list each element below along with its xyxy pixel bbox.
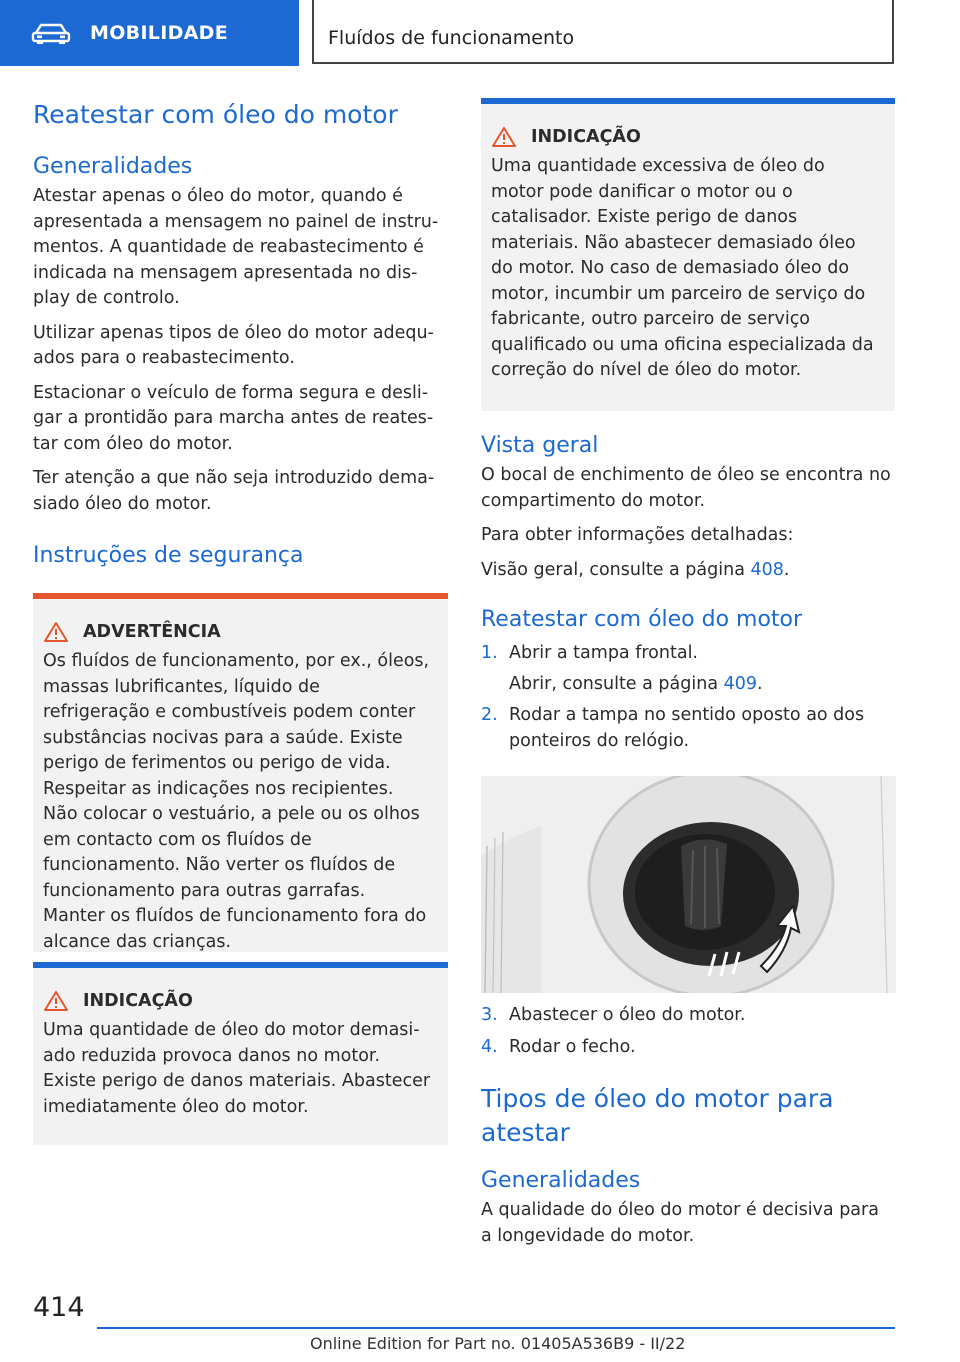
section-tab (0, 0, 299, 66)
list-item-sub: Abrir, consulte a página 409. (509, 673, 763, 694)
notice-text: Uma quantidade excessiva de óleo do motor pode danificar o motor ou o catalisador. Existe perigo de danos materiais. Não abastecer demasiado óleo do motor. No caso de demasiado óleo do motor, incumbir um parceiro de serviço do fabricante, outro parceiro de serviço qualificado ou uma oficina especializada da correção do nível de óleo do motor. (491, 156, 874, 380)
page-number: 414 (33, 1292, 85, 1323)
warning-icon (491, 126, 517, 148)
chapter-header (312, 0, 894, 64)
list-item: 2. Rodar a tampa no sentido oposto ao dos ponteiros do relógio. (481, 705, 865, 751)
warning-text: Os fluídos de funcionamento, por ex., óleos, massas lubrificantes, líquido de refrigeração e combustíveis podem conter substâncias nocivas para a saúde. Existe perigo de ferimentos ou perigo de vida. Respeitar as indicações nos recipientes. Não colocar o vestuário, a pele ou os olhos em contacto com os fluídos de funcionamento. Não verter os fluídos de funcionamento para outras garrafas. Manter os fluídos de funcionamento fora do alcance das crianças. (43, 651, 430, 952)
left-column (33, 98, 448, 1145)
refill-heading: Reatestar com óleo do motor (481, 607, 803, 632)
warning-title: ADVERTÊNCIA (83, 622, 221, 642)
types-general-text: A qualidade do óleo do motor é decisiva para a longevidade do motor. (481, 1200, 879, 1246)
general-paragraph-2: Utilizar apenas tipos de óleo do motor adequados para o reabastecimento. (33, 322, 434, 368)
list-item: 1. Abrir a tampa frontal. (481, 643, 698, 663)
warning-icon (43, 990, 69, 1012)
notice-text: Uma quantidade de óleo do motor demasiado reduzida provoca danos no motor. Existe perigo de danos materiais. Abastecer imediatamente óleo do motor. (43, 1020, 431, 1117)
overview-paragraph: O bocal de enchimento de óleo se encontra no compartimento do motor. (481, 465, 891, 511)
list-item: 4. Rodar o fecho. (481, 1036, 636, 1057)
overview-info: Para obter informações detalhadas: (481, 525, 794, 545)
edition-info: Online Edition for Part no. 01405A536B9 - II/22 (310, 1334, 686, 1353)
general-paragraph-1: Atestar apenas o óleo do motor, quando é apresentada a mensagem no painel de instrumentos. A quantidade de reabastecimento é indicada na mensagem apresentada no display de controlo. (33, 186, 439, 308)
right-column (481, 98, 895, 1249)
list-item: 3. Abastecer o óleo do motor. (481, 1005, 746, 1025)
types-general-heading: Generalidades (481, 1168, 641, 1193)
notice-title: INDICAÇÃO (83, 991, 193, 1011)
general-paragraph-4: Ter atenção a que não seja introduzido demasiado óleo do motor. (33, 468, 435, 514)
overview-reference: Visão geral, consulte a página 408. (481, 559, 790, 580)
page-link-408[interactable]: 408 (750, 559, 784, 580)
warning-icon (43, 621, 69, 643)
section-title: MOBILIDADE (90, 22, 229, 44)
oil-filler-cap-image (481, 776, 896, 993)
general-paragraph-3: Estacionar o veículo de forma segura e desligar a prontidão para marcha antes de reatestar com óleo do motor. (33, 382, 434, 454)
footer-divider (97, 1327, 895, 1329)
warning-box (33, 593, 448, 952)
steps-list (481, 641, 895, 754)
car-icon (30, 21, 72, 45)
page-link-409[interactable]: 409 (723, 673, 758, 694)
page-title: Reatestar com óleo do motor (33, 100, 398, 129)
notice-box-left (33, 962, 448, 1145)
chapter-title: Fluídos de funcionamento (328, 27, 575, 49)
notice-title: INDICAÇÃO (531, 127, 641, 147)
general-heading: Generalidades (33, 154, 193, 179)
safety-heading: Instruções de segurança (33, 543, 304, 568)
types-heading: Tipos de óleo do motor para atestar (481, 1084, 834, 1147)
steps-list-2 (481, 1003, 895, 1060)
notice-box-right (481, 98, 895, 411)
overview-heading: Vista geral (481, 433, 599, 458)
